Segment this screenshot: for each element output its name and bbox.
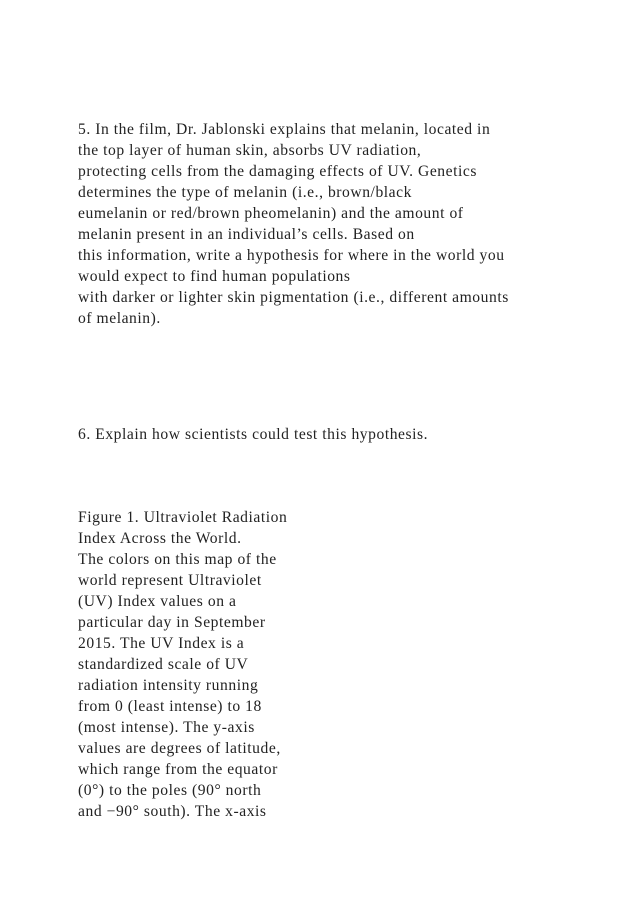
figure-caption-line: world represent Ultraviolet xyxy=(78,572,262,589)
question-5-line: would expect to find human populations xyxy=(78,268,351,285)
figure-caption-line: (UV) Index values on a xyxy=(78,593,237,610)
figure-caption-line: Figure 1. Ultraviolet Radiation xyxy=(78,509,288,526)
figure-caption-line: from 0 (least intense) to 18 xyxy=(78,698,262,715)
figure-caption-line: values are degrees of latitude, xyxy=(78,740,281,757)
figure-caption-line: Index Across the World. xyxy=(78,530,242,547)
question-5-line: this information, write a hypothesis for where in the world you xyxy=(78,247,505,264)
figure-caption-line: which range from the equator xyxy=(78,761,278,778)
question-5-line: the top layer of human skin, absorbs UV radiation, xyxy=(78,142,422,159)
figure-caption-line: The colors on this map of the xyxy=(78,551,277,568)
question-5-line: of melanin). xyxy=(78,310,161,327)
figure-caption-line: standardized scale of UV xyxy=(78,656,249,673)
question-5-line: 5. In the film, Dr. Jablonski explains that melanin, located in xyxy=(78,121,491,138)
figure-caption-line: (most intense). The y-axis xyxy=(78,719,255,736)
question-6-line: 6. Explain how scientists could test this hypothesis. xyxy=(78,426,429,443)
question-5-line: melanin present in an individual’s cells. Based on xyxy=(78,226,415,243)
question-5-line: protecting cells from the damaging effects of UV. Genetics xyxy=(78,163,477,180)
question-5-line: with darker or lighter skin pigmentation (i.e., different amounts xyxy=(78,289,509,306)
figure-caption-line: and −90° south). The x-axis xyxy=(78,803,267,820)
figure-caption-line: (0°) to the poles (90° north xyxy=(78,782,262,799)
question-5-line: determines the type of melanin (i.e., brown/black xyxy=(78,184,412,201)
figure-caption-line: radiation intensity running xyxy=(78,677,259,694)
figure-caption-line: 2015. The UV Index is a xyxy=(78,635,245,652)
question-5-line: eumelanin or red/brown pheomelanin) and the amount of xyxy=(78,205,464,222)
figure-caption-line: particular day in September xyxy=(78,614,266,631)
